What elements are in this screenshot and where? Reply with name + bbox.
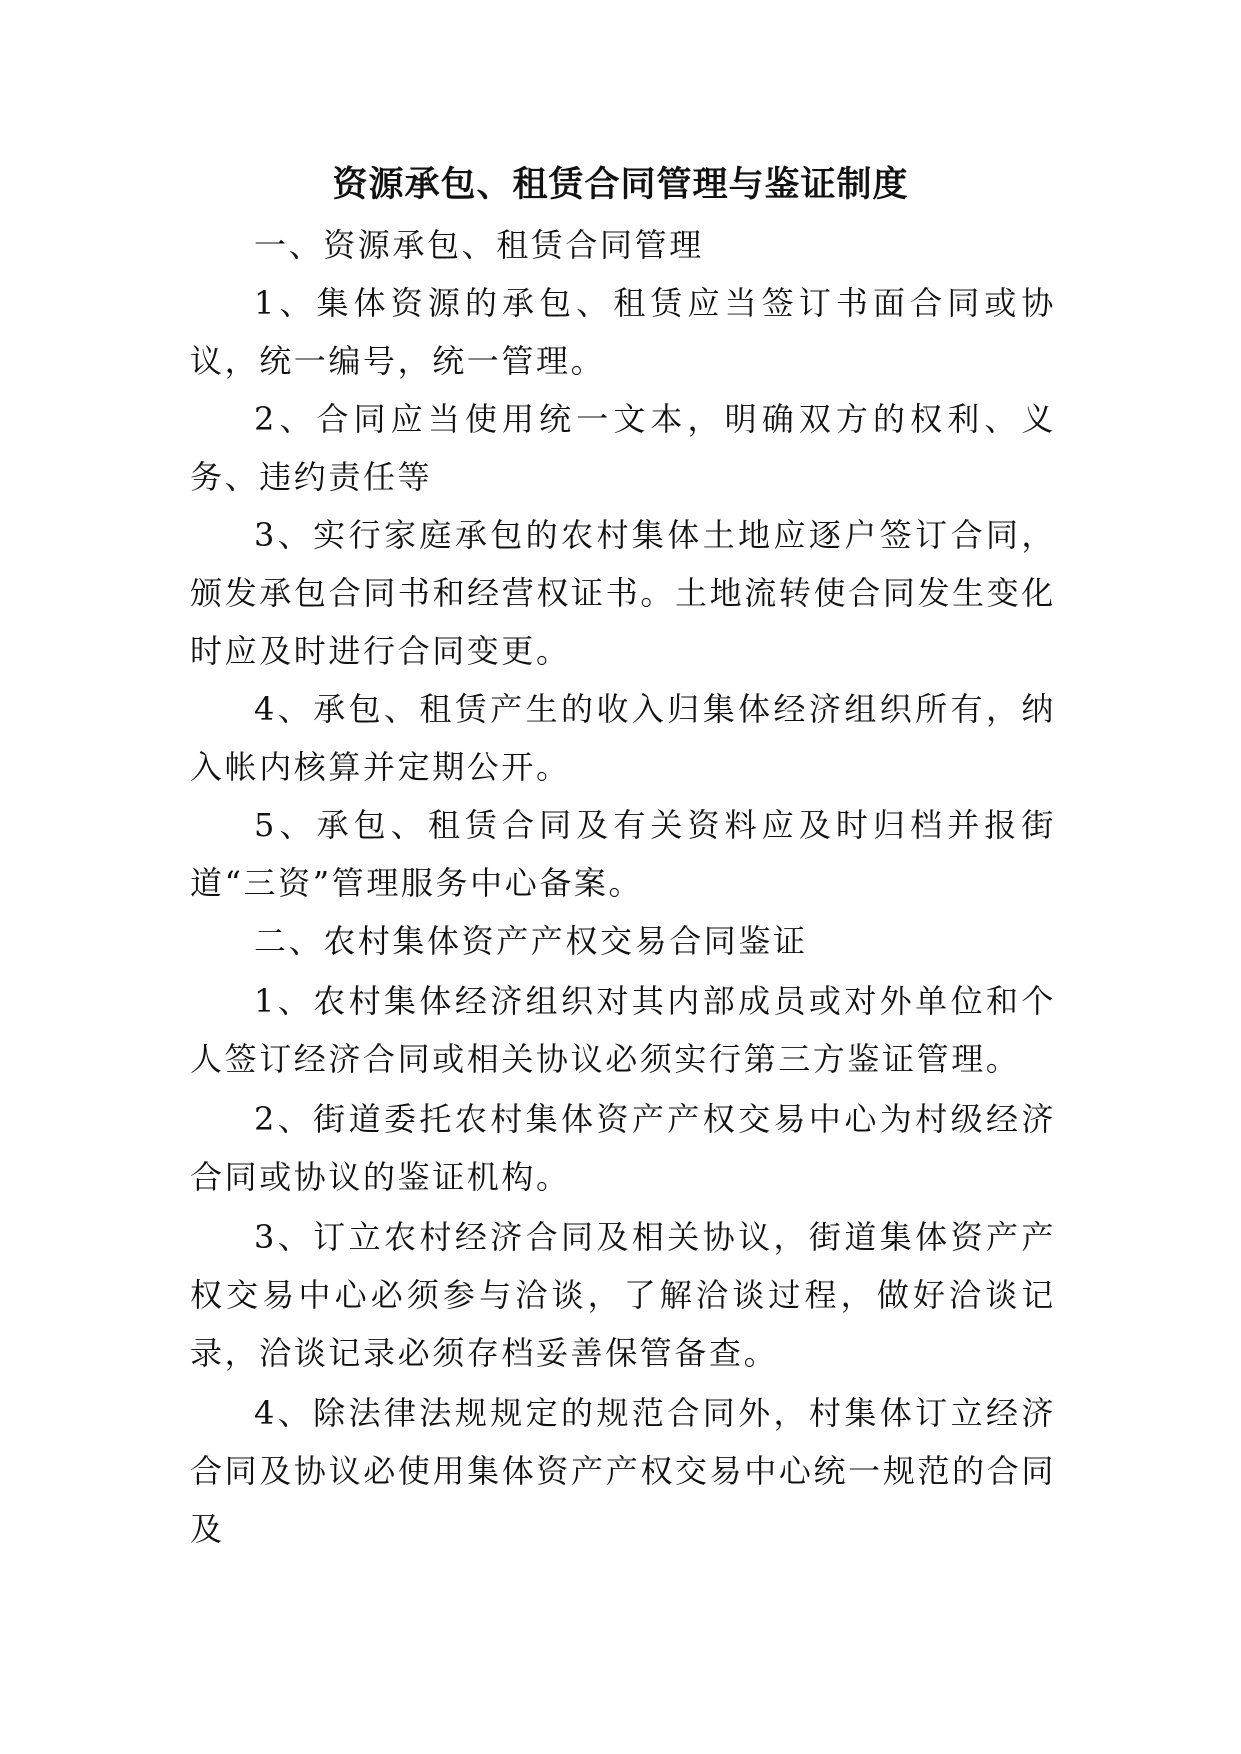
paragraph: 5、承包、租赁合同及有关资料应及时归档并报街道“三资”管理服务中心备案。 [190,806,1056,902]
document-title: 资源承包、租赁合同管理与鉴证制度 [332,164,909,205]
paragraph: 3、订立农村经济合同及相关协议，街道集体资产产权交易中心必须参与洽谈，了解洽谈过程，做好洽谈记录，洽谈记录必须存档妥善保管备查。 [190,1218,1056,1372]
section-heading-2: 二、农村集体资产产权交易合同鉴证 [254,922,808,960]
paragraph: 4、承包、租赁产生的收入归集体经济组织所有，纳入帐内核算并定期公开。 [190,690,1056,786]
section-heading-1: 一、资源承包、租赁合同管理 [254,226,704,264]
paragraph: 4、除法律法规规定的规范合同外，村集体订立经济合同及协议必使用集体资产产权交易中心统一规范的合同及 [190,1394,1056,1548]
paragraph: 3、实行家庭承包的农村集体土地应逐户签订合同，颁发承包合同书和经营权证书。土地流转使合同发生变化时应及时进行合同变更。 [190,516,1056,670]
paragraph: 1、农村集体经济组织对其内部成员或对外单位和个人签订经济合同或相关协议必须实行第三方鉴证管理。 [190,982,1056,1078]
paragraph: 2、街道委托农村集体资产产权交易中心为村级经济合同或协议的鉴证机构。 [190,1100,1056,1196]
paragraph: 2、合同应当使用统一文本，明确双方的权利、义务、违约责任等 [190,400,1056,496]
paragraph: 1、集体资源的承包、租赁应当签订书面合同或协议，统一编号，统一管理。 [190,284,1056,380]
document-body [190,216,1056,1558]
